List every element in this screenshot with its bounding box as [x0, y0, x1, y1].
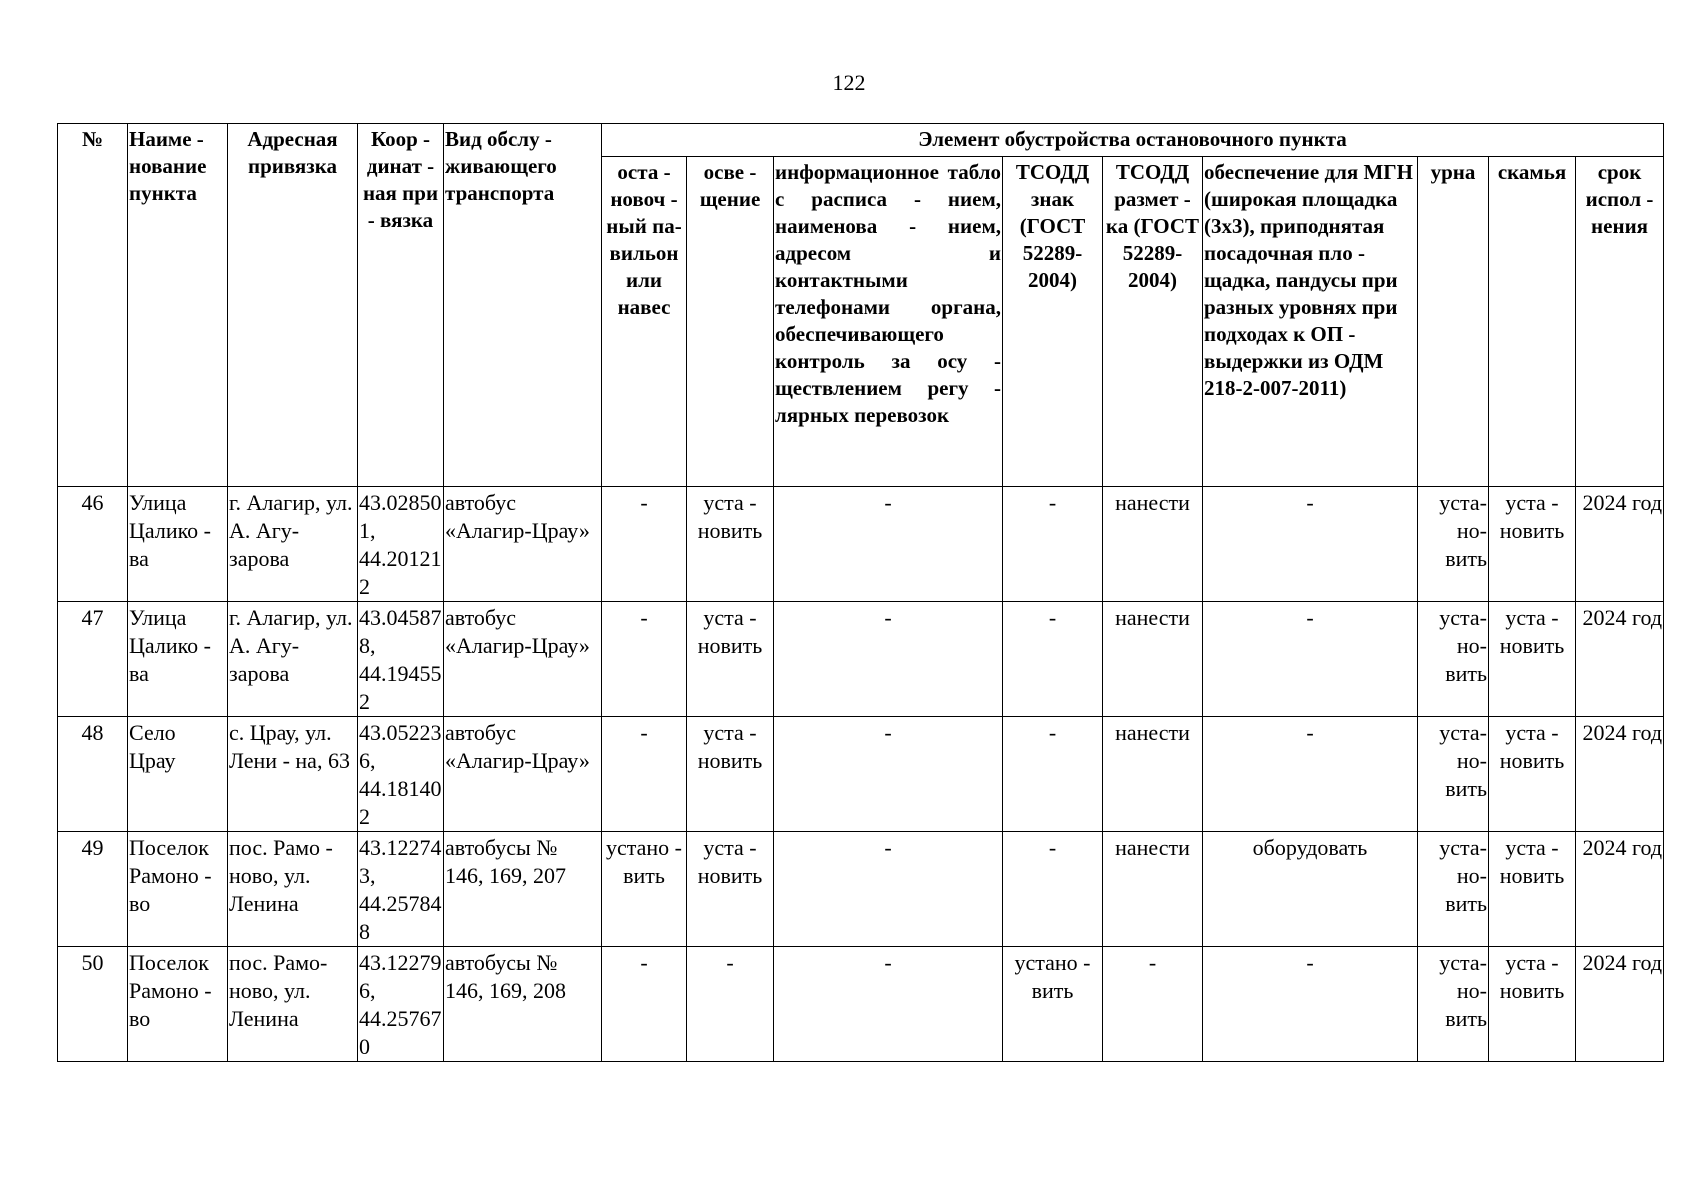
cell-name: Улица Цалико - ва	[128, 487, 228, 602]
cell-mgn: -	[1203, 947, 1418, 1062]
bus-stop-table	[57, 123, 1664, 1062]
cell-pavilion: -	[602, 602, 687, 717]
cell-mgn: оборудовать	[1203, 832, 1418, 947]
cell-info-board: -	[774, 832, 1003, 947]
header-tsodd-marking: ТСОДД размет - ка (ГОСТ 52289-2004)	[1103, 157, 1203, 487]
cell-deadline: 2024 год	[1576, 487, 1664, 602]
cell-deadline: 2024 год	[1576, 947, 1664, 1062]
cell-urn: уста-но-вить	[1418, 832, 1489, 947]
cell-transport: автобус «Алагир-Црау»	[444, 602, 602, 717]
cell-pavilion: -	[602, 487, 687, 602]
cell-name: Улица Цалико - ва	[128, 602, 228, 717]
table-row	[58, 947, 1664, 1062]
cell-bench: уста - новить	[1489, 602, 1576, 717]
cell-tsodd-marking: -	[1103, 947, 1203, 1062]
cell-bench: уста - новить	[1489, 717, 1576, 832]
header-name: Наиме - нование пункта	[128, 124, 228, 487]
table-row	[58, 487, 1664, 602]
header-group-elements: Элемент обустройства остановочного пункта	[602, 124, 1664, 157]
cell-no: 48	[58, 717, 128, 832]
cell-coordinates: 43.122796, 44.257670	[358, 947, 444, 1062]
header-info-board: информационное табло с расписа - нием, наименова - нием, адресом и контактными телефонами органа, обеспечивающего контроль за осу - ществлением регу - лярных перевозок	[774, 157, 1003, 487]
cell-bench: уста - новить	[1489, 832, 1576, 947]
cell-coordinates: 43.045878, 44.194552	[358, 602, 444, 717]
cell-name: Поселок Рамоно - во	[128, 832, 228, 947]
cell-tsodd-sign: -	[1003, 602, 1103, 717]
cell-deadline: 2024 год	[1576, 832, 1664, 947]
cell-tsodd-sign: -	[1003, 717, 1103, 832]
cell-coordinates: 43.028501, 44.201212	[358, 487, 444, 602]
header-urn: урна	[1418, 157, 1489, 487]
table-row	[58, 717, 1664, 832]
cell-mgn: -	[1203, 487, 1418, 602]
cell-tsodd-marking: нанести	[1103, 602, 1203, 717]
cell-deadline: 2024 год	[1576, 602, 1664, 717]
cell-transport: автобус «Алагир-Црау»	[444, 487, 602, 602]
cell-pavilion: -	[602, 947, 687, 1062]
cell-urn: уста-но-вить	[1418, 947, 1489, 1062]
cell-pavilion: -	[602, 717, 687, 832]
cell-address: г. Алагир, ул. А. Агу-зарова	[228, 487, 358, 602]
page-number: 122	[832, 70, 866, 95]
cell-mgn: -	[1203, 717, 1418, 832]
cell-transport: автобусы № 146, 169, 208	[444, 947, 602, 1062]
cell-info-board: -	[774, 717, 1003, 832]
cell-no: 49	[58, 832, 128, 947]
cell-lighting: уста - новить	[687, 832, 774, 947]
cell-address: пос. Рамо - ново, ул. Ленина	[228, 832, 358, 947]
table-row	[58, 602, 1664, 717]
cell-no: 46	[58, 487, 128, 602]
cell-address: г. Алагир, ул. А. Агу-зарова	[228, 602, 358, 717]
header-lighting: осве - щение	[687, 157, 774, 487]
header-row-1	[58, 124, 1664, 157]
header-tsodd-sign: ТСОДД знак (ГОСТ 52289-2004)	[1003, 157, 1103, 487]
cell-info-board: -	[774, 602, 1003, 717]
cell-tsodd-sign: устано - вить	[1003, 947, 1103, 1062]
cell-coordinates: 43.122743, 44.257848	[358, 832, 444, 947]
header-bench: скамья	[1489, 157, 1576, 487]
cell-pavilion: устано - вить	[602, 832, 687, 947]
cell-name: Село Црау	[128, 717, 228, 832]
header-mgn: обеспечение для МГН (широкая площадка (3х3), приподнятая посадочная пло - щадка, пандусы при разных уровнях при подходах к ОП - выдержки из ОДМ 218-2-007-2011)	[1203, 157, 1418, 487]
cell-no: 50	[58, 947, 128, 1062]
cell-address: с. Црау, ул. Лени - на, 63	[228, 717, 358, 832]
header-no: №	[58, 124, 128, 487]
cell-urn: уста-но-вить	[1418, 487, 1489, 602]
cell-lighting: уста - новить	[687, 602, 774, 717]
header-pavilion: оста - новоч - ный па-вильон или навес	[602, 157, 687, 487]
header-deadline: срок испол - нения	[1576, 157, 1664, 487]
cell-info-board: -	[774, 487, 1003, 602]
cell-bench: уста - новить	[1489, 947, 1576, 1062]
cell-tsodd-sign: -	[1003, 487, 1103, 602]
header-coordinates: Коор - динат - ная при - вязка	[358, 124, 444, 487]
cell-tsodd-sign: -	[1003, 832, 1103, 947]
cell-lighting: уста - новить	[687, 717, 774, 832]
cell-deadline: 2024 год	[1576, 717, 1664, 832]
header-address: Адресная привязка	[228, 124, 358, 487]
cell-bench: уста - новить	[1489, 487, 1576, 602]
header-transport: Вид обслу - живающего транспорта	[444, 124, 602, 487]
cell-coordinates: 43.052236, 44.181402	[358, 717, 444, 832]
cell-tsodd-marking: нанести	[1103, 832, 1203, 947]
cell-info-board: -	[774, 947, 1003, 1062]
cell-urn: уста-но-вить	[1418, 602, 1489, 717]
cell-lighting: уста - новить	[687, 487, 774, 602]
cell-no: 47	[58, 602, 128, 717]
cell-tsodd-marking: нанести	[1103, 717, 1203, 832]
cell-tsodd-marking: нанести	[1103, 487, 1203, 602]
cell-transport: автобусы № 146, 169, 207	[444, 832, 602, 947]
cell-urn: уста-но-вить	[1418, 717, 1489, 832]
table-row	[58, 832, 1664, 947]
cell-name: Поселок Рамоно - во	[128, 947, 228, 1062]
cell-mgn: -	[1203, 602, 1418, 717]
cell-transport: автобус «Алагир-Црау»	[444, 717, 602, 832]
cell-lighting: -	[687, 947, 774, 1062]
cell-address: пос. Рамо-ново, ул. Ленина	[228, 947, 358, 1062]
